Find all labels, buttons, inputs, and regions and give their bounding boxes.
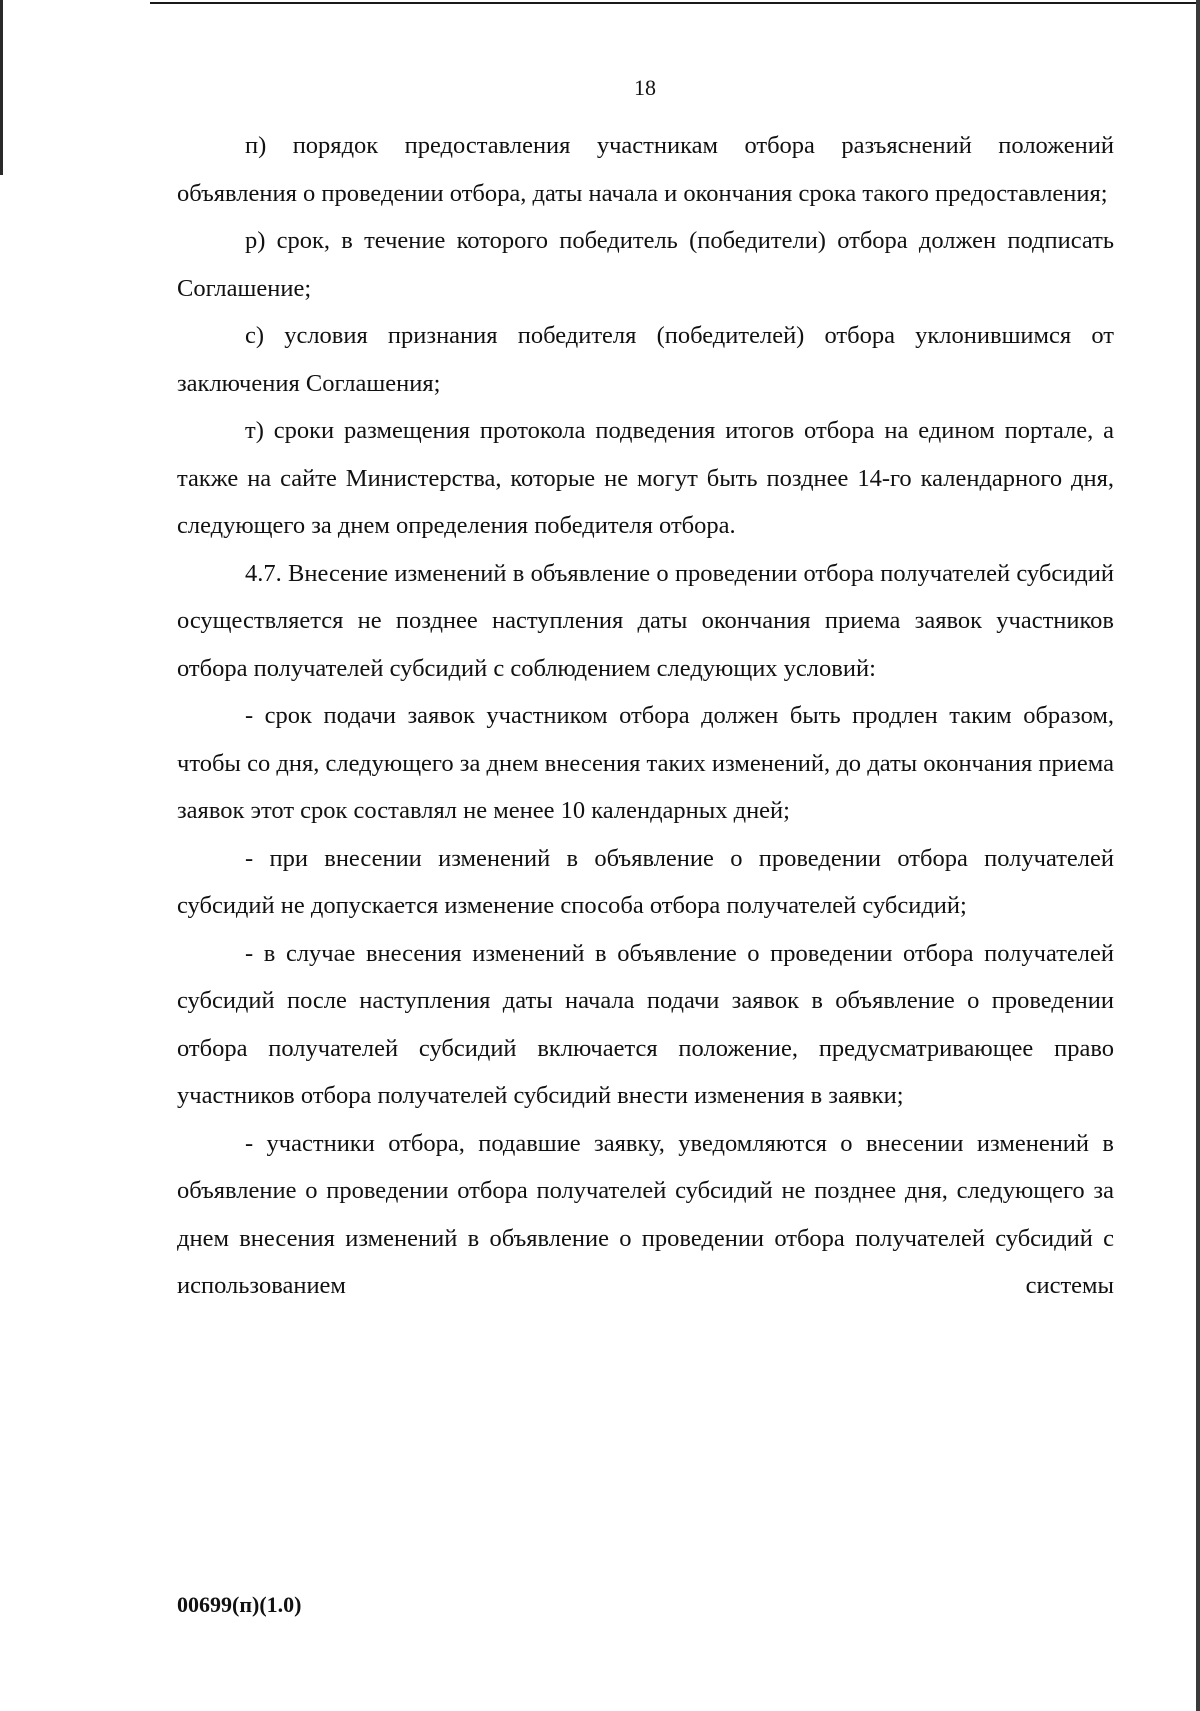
- page-number: 18: [634, 75, 656, 100]
- bullet-participant-notification: - участники отбора, подавшие заявку, уведомляются о внесении изменений в объявление о проведении отбора получателей субсидий не позднее дня, следующего за днем внесения изменений в объявление о проведении отбора получателей субсидий с использованием системы: [177, 1129, 1114, 1299]
- scan-edge-top: [150, 2, 1200, 4]
- paragraph-p: п) порядок предоставления участникам отбора разъяснений положений объявления о проведении отбора, даты начала и окончания срока такого предоставления;: [177, 132, 1114, 207]
- paragraph-s: с) условия признания победителя (победителей) отбора уклонившимся от заключения Соглашения;: [177, 322, 1114, 397]
- bullet-deadline-extension: - срок подачи заявок участником отбора должен быть продлен таким образом, чтобы со дня, следующего за днем внесения таких изменений, до даты окончания приема заявок этот срок составлял не менее 10 календарных дней;: [177, 702, 1114, 824]
- document-code: 00699(п)(1.0): [177, 1592, 302, 1617]
- paragraph-r: р) срок, в течение которого победитель (победители) отбора должен подписать Соглашение;: [177, 227, 1114, 302]
- bullet-method-change: - при внесении изменений в объявление о проведении отбора получателей субсидий не допускается изменение способа отбора получателей субсидий;: [177, 844, 1114, 919]
- bullet-amend-applications: - в случае внесения изменений в объявление о проведении отбора получателей субсидий после наступления даты начала подачи заявок в объявление о проведении отбора получателей субсидий включается положение, предусматривающее право участников отбора получателей субсидий внести изменения в заявки;: [177, 939, 1114, 1109]
- scan-edge-right: [1196, 0, 1200, 1711]
- paragraph-4-7: 4.7. Внесение изменений в объявление о проведении отбора получателей субсидий осуществляется не позднее наступления даты окончания приема заявок участников отбора получателей субсидий с соблюдением следующих условий:: [177, 559, 1114, 682]
- paragraph-t: т) сроки размещения протокола подведения итогов отбора на едином портале, а также на сайте Министерства, которые не могут быть позднее 14-го календарного дня, следующего за днем определения победителя отбора.: [177, 417, 1114, 539]
- document-body: [177, 122, 1114, 1310]
